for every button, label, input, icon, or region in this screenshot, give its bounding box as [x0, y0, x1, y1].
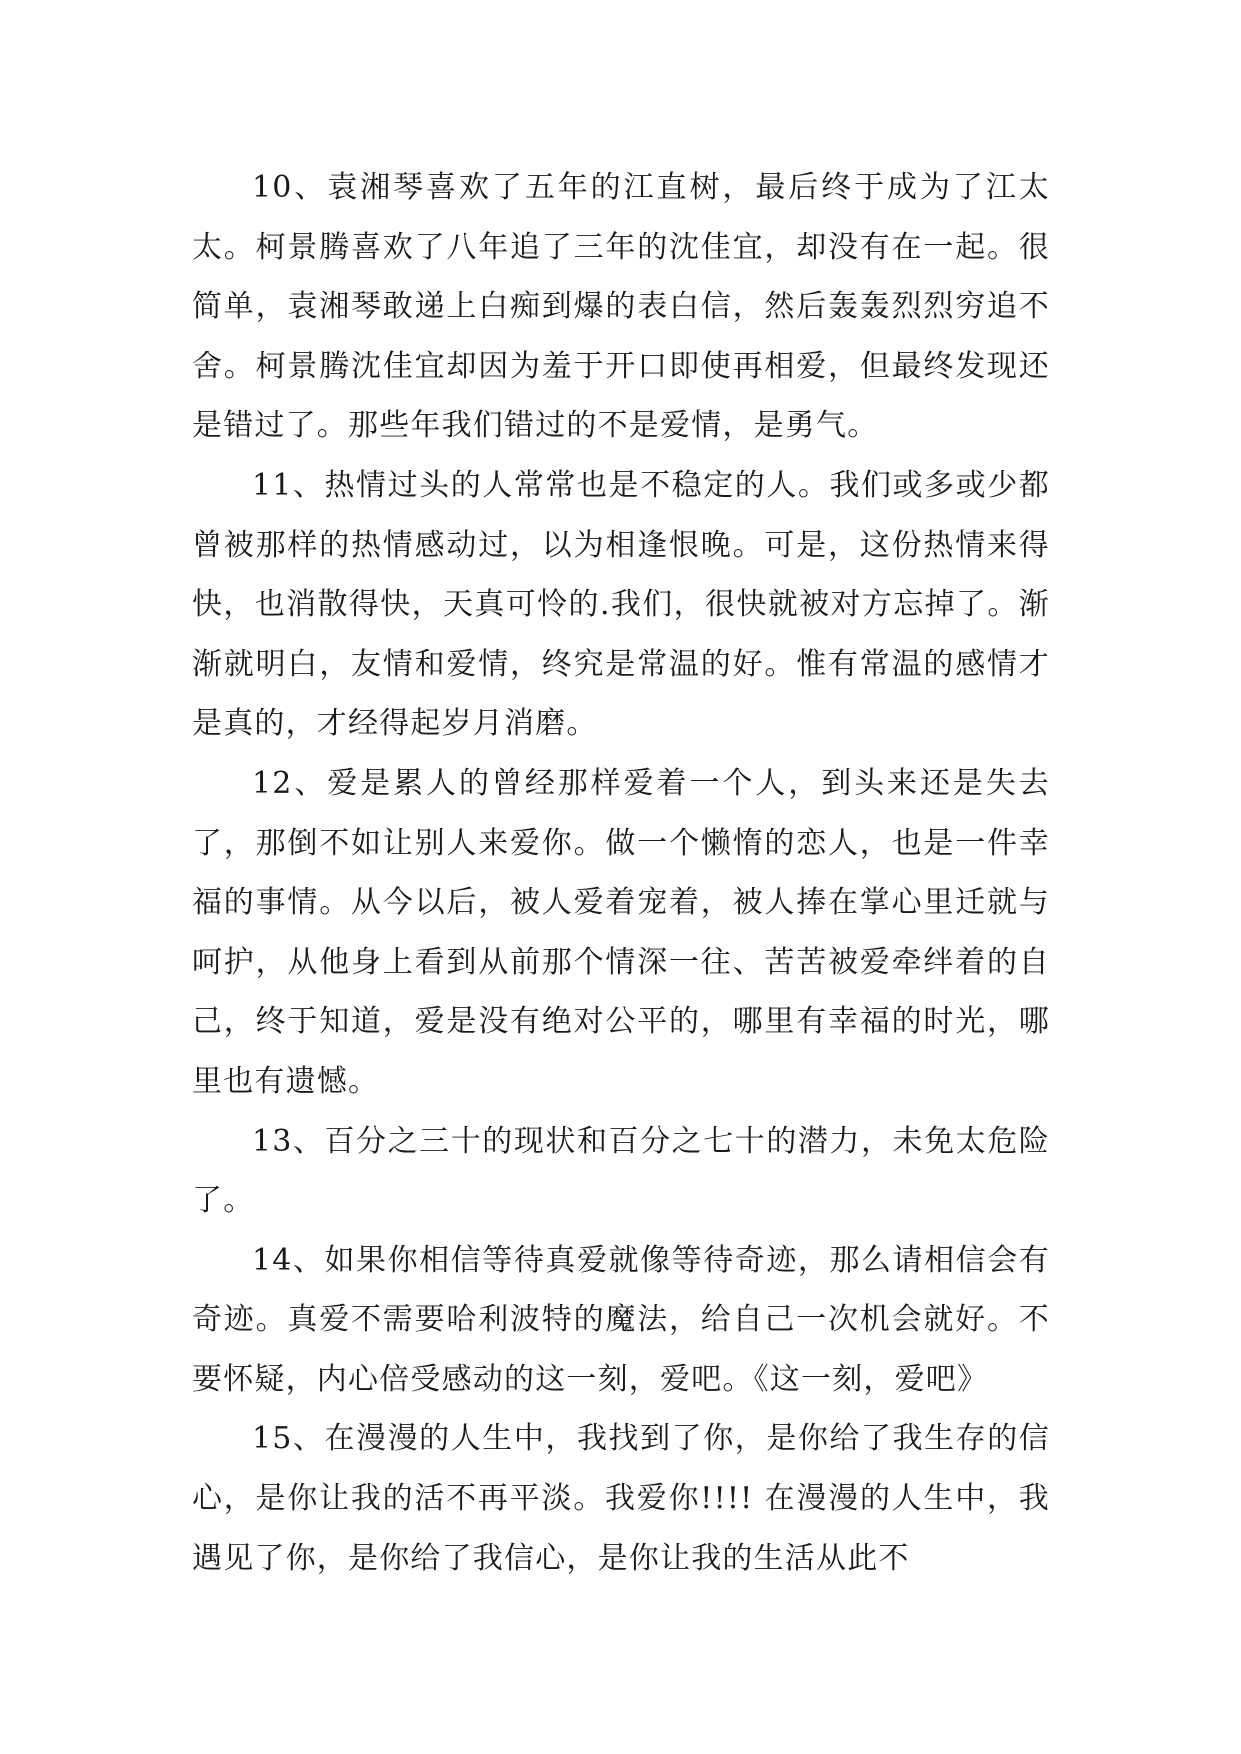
- document-body: [192, 158, 1050, 1588]
- paragraph-13: 13、百分之三十的现状和百分之七十的潜力，未免太危险了。: [192, 1123, 1050, 1219]
- paragraph-14: 14、如果你相信等待真爱就像等待奇迹，那么请相信会有奇迹。真爱不需要哈利波特的魔法，给自己一次机会就好。不要怀疑，内心倍受感动的这一刻，爱吧。《这一刻，爱吧》: [192, 1242, 1050, 1397]
- paragraph-15: 15、在漫漫的人生中，我找到了你，是你给了我生存的信心，是你让我的活不再平淡。我爱你!!!! 在漫漫的人生中，我遇见了你，是你给了我信心，是你让我的生活从此不: [192, 1421, 1050, 1576]
- paragraph-10: 10、袁湘琴喜欢了五年的江直树，最后终于成为了江太太。柯景腾喜欢了八年追了三年的沈佳宜，却没有在一起。很简单，袁湘琴敢递上白痴到爆的表白信，然后轰轰烈烈穷追不舍。柯景腾沈佳宜却因为羞于开口即使再相爱，但最终发现还是错过了。那些年我们错过的不是爱情，是勇气。: [192, 170, 1050, 444]
- paragraph-11: 11、热情过头的人常常也是不稳定的人。我们或多或少都曾被那样的热情感动过，以为相逢恨晚。可是，这份热情来得快，也消散得快，天真可怜的.我们，很快就被对方忘掉了。渐渐就明白，友情和爱情，终究是常温的好。惟有常温的感情才是真的，才经得起岁月消磨。: [192, 467, 1050, 742]
- paragraph-12: 12、爱是累人的曾经那样爱着一个人，到头来还是失去了，那倒不如让别人来爱你。做一个懒惰的恋人，也是一件幸福的事情。从今以后，被人爱着宠着，被人捧在掌心里迁就与呵护，从他身上看到从前那个情深一往、苦苦被爱牵绊着的自己，终于知道，爱是没有绝对公平的，哪里有幸福的时光，哪里也有遗憾。: [192, 765, 1050, 1099]
